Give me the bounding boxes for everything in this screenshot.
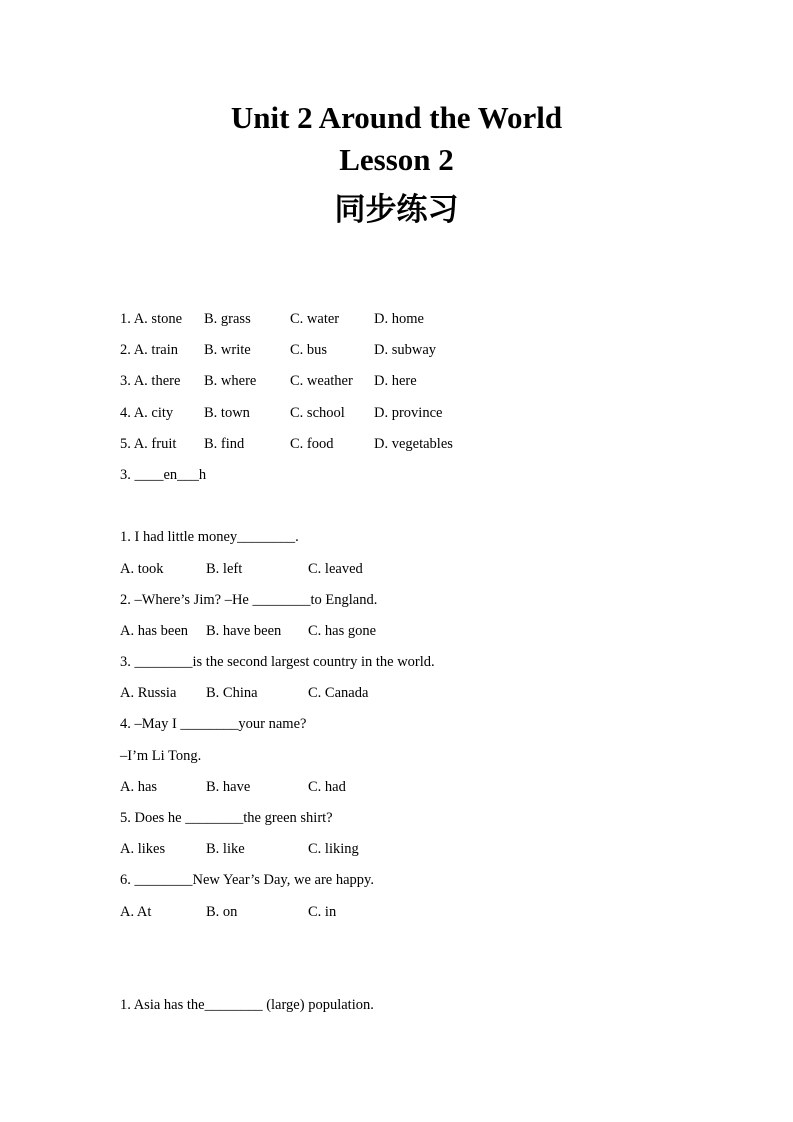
text-line: 4. –May I ________your name? xyxy=(120,716,307,733)
text-line: 6. ________New Year’s Day, we are happy. xyxy=(120,872,374,889)
option-cell: B. on xyxy=(206,903,238,920)
option-cell: B. have been xyxy=(206,622,282,639)
option-cell: A. Russia xyxy=(120,685,177,702)
option-cell: D. province xyxy=(374,404,443,421)
text-line: 5. Does he ________the green shirt? xyxy=(120,810,333,826)
blank-line xyxy=(120,959,680,990)
option-cell: C. had xyxy=(308,778,346,795)
option-cell: B. have xyxy=(206,778,251,795)
blank-line xyxy=(120,928,680,959)
option-cell: B. grass xyxy=(204,311,251,327)
option-cell: 1. A. stone xyxy=(120,311,183,327)
option-cell: 4. A. city xyxy=(120,404,174,421)
option-cell: C. leaved xyxy=(308,560,363,577)
option-cell: B. find xyxy=(204,435,245,452)
options-row xyxy=(120,398,680,429)
options-row xyxy=(120,429,680,460)
option-cell: B. China xyxy=(206,685,258,702)
option-cell: B. where xyxy=(204,373,257,390)
option-cell: 2. A. train xyxy=(120,342,178,359)
text-line: 1. Asia has the________ (large) population. xyxy=(120,997,374,1014)
options-row xyxy=(120,554,680,585)
options-row xyxy=(120,772,680,803)
option-cell: A. At xyxy=(120,903,152,920)
worksheet-body xyxy=(120,304,680,1021)
blank-line xyxy=(120,491,680,522)
text-line: 1. I had little money________. xyxy=(120,529,299,546)
option-cell: C. liking xyxy=(308,841,359,858)
option-cell: A. has been xyxy=(120,622,189,639)
option-cell: D. vegetables xyxy=(374,435,453,452)
text-line: 2. –Where’s Jim? –He ________to England. xyxy=(120,591,378,608)
option-cell: 3. A. there xyxy=(120,373,181,390)
options-row xyxy=(120,897,680,928)
exercise-title-chinese: 同步练习 xyxy=(334,192,459,227)
option-cell: C. has gone xyxy=(308,622,377,639)
option-cell: A. likes xyxy=(120,841,166,858)
option-cell: B. write xyxy=(204,342,251,359)
option-cell: C. water xyxy=(290,311,340,327)
lesson-title: Lesson 2 xyxy=(339,142,454,177)
options-row xyxy=(120,678,680,709)
option-cell: B. like xyxy=(206,841,245,858)
unit-title: Unit 2 Around the World xyxy=(230,100,563,135)
option-cell: C. in xyxy=(308,903,337,920)
text-line: –I’m Li Tong. xyxy=(120,747,202,764)
option-cell: C. Canada xyxy=(308,685,369,702)
option-cell: B. town xyxy=(204,404,250,421)
option-cell: C. school xyxy=(290,404,345,421)
option-cell: C. bus xyxy=(290,342,328,359)
option-cell: D. subway xyxy=(374,342,437,359)
text-line: 3. ____en___h xyxy=(120,466,207,483)
options-row xyxy=(120,366,680,397)
option-cell: C. food xyxy=(290,435,334,452)
options-row xyxy=(120,616,680,647)
option-cell: D. here xyxy=(374,373,417,390)
option-cell: A. has xyxy=(120,778,158,795)
options-row xyxy=(120,834,680,865)
option-cell: 5. A. fruit xyxy=(120,435,177,452)
option-cell: B. left xyxy=(206,560,243,577)
options-row xyxy=(120,304,680,335)
option-cell: C. weather xyxy=(290,373,353,390)
option-cell: D. home xyxy=(374,311,424,327)
options-row xyxy=(120,335,680,366)
option-cell: A. took xyxy=(120,560,164,577)
text-line: 3. ________is the second largest country in the world. xyxy=(120,654,435,671)
